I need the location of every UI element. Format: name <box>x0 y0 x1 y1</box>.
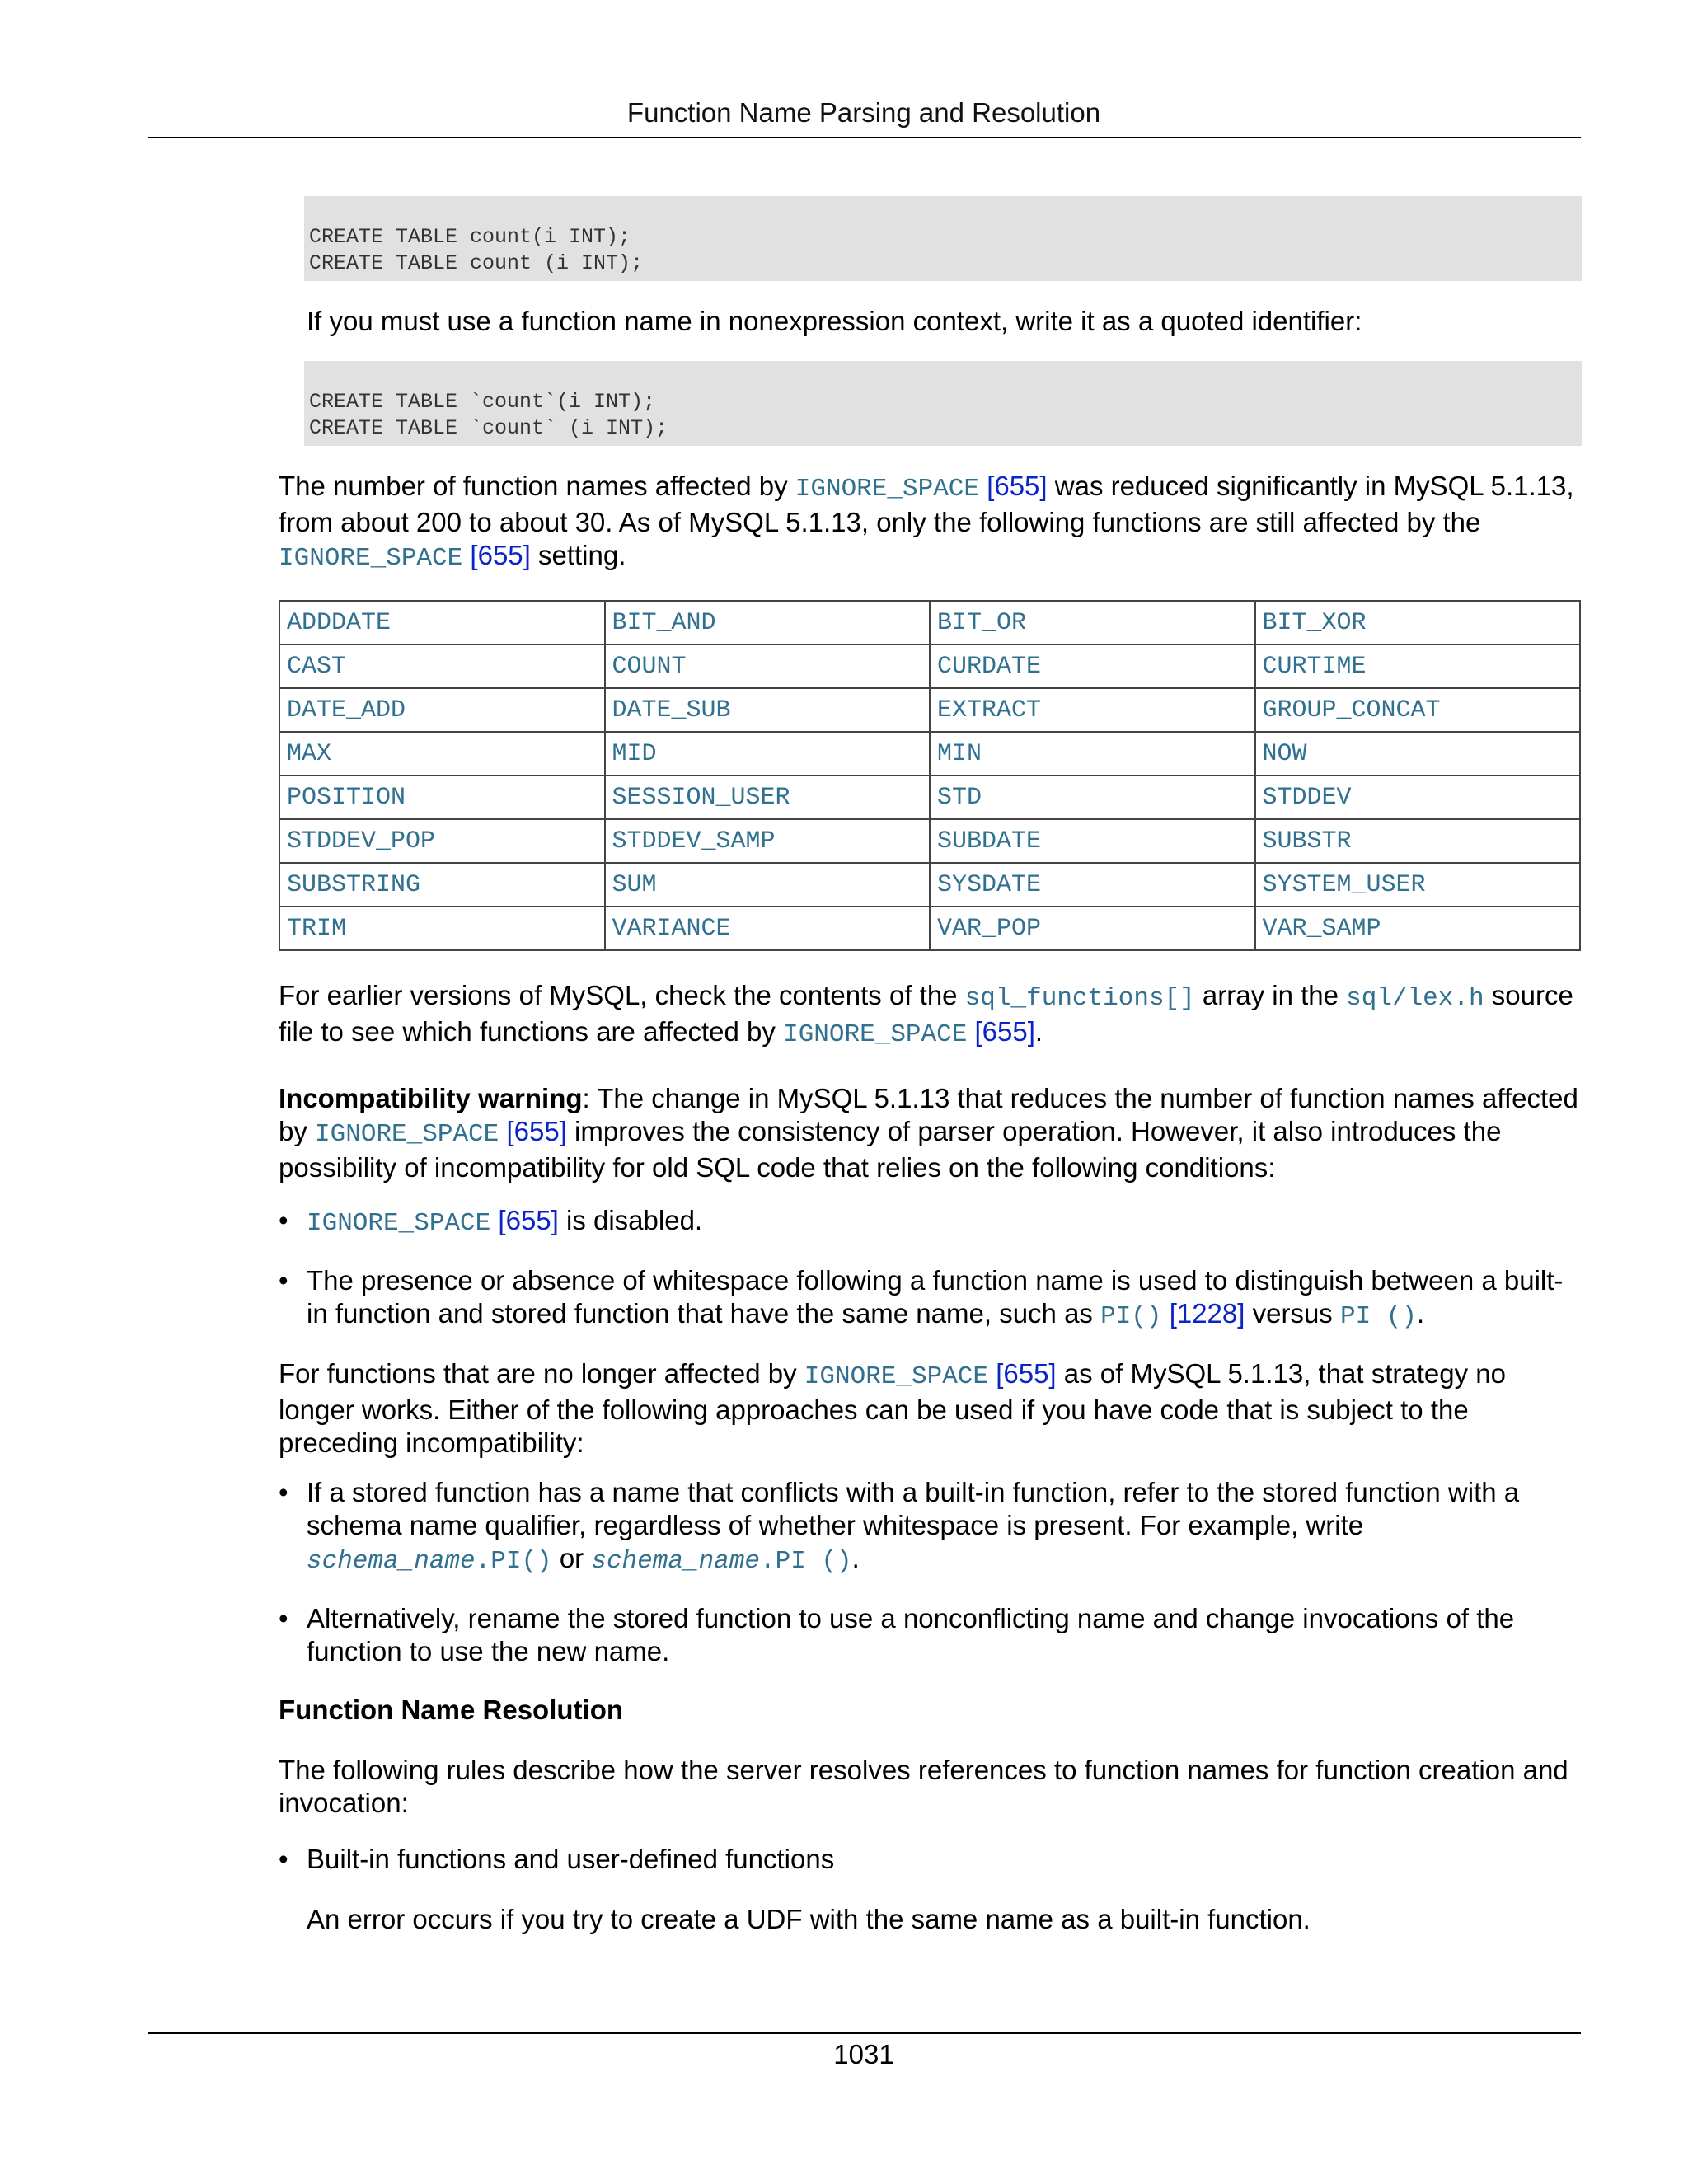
table-row <box>279 819 1580 863</box>
function-name-cell[interactable]: SUM <box>605 863 931 907</box>
function-name-cell[interactable]: MID <box>605 732 931 776</box>
bullet-item <box>279 1204 1581 1240</box>
code-ignore-space[interactable]: IGNORE_SPACE <box>795 475 980 504</box>
text: or <box>551 1543 592 1573</box>
function-name-cell[interactable]: POSITION <box>279 776 605 819</box>
footer-divider <box>148 2032 1581 2034</box>
paragraph-earlier-versions <box>279 979 1581 1052</box>
code-sql-functions: sql_functions[] <box>964 984 1195 1013</box>
function-name-cell[interactable]: MAX <box>279 732 605 776</box>
ref-link[interactable]: [655] <box>498 1205 559 1235</box>
paragraph-incompatibility-warning <box>279 1082 1581 1184</box>
table-row <box>279 776 1580 819</box>
bullet-marker: • <box>279 1265 288 1296</box>
table-row <box>279 644 1580 688</box>
function-name-cell[interactable]: GROUP_CONCAT <box>1255 688 1581 732</box>
function-name-cell[interactable]: SUBSTR <box>1255 819 1581 863</box>
affected-functions-table <box>279 600 1581 951</box>
paragraph-resolution-rules: The following rules describe how the server resolves references to function names for function creation and invocation: <box>279 1755 1568 1818</box>
code-line: CREATE TABLE `count`(i INT); <box>309 390 656 414</box>
text: For earlier versions of MySQL, check the contents of the <box>279 980 965 1010</box>
function-name-cell[interactable]: DATE_ADD <box>279 688 605 732</box>
text: . <box>1417 1298 1425 1329</box>
page-number: 1031 <box>833 2039 894 2069</box>
bullet-text: Built-in functions and user-defined functions <box>307 1844 835 1874</box>
function-name-cell[interactable]: SYSDATE <box>930 863 1255 907</box>
code-ignore-space[interactable]: IGNORE_SPACE <box>783 1020 968 1049</box>
paragraph-affected-functions <box>279 470 1581 575</box>
function-name-cell[interactable]: NOW <box>1255 732 1581 776</box>
code-line: CREATE TABLE count (i INT); <box>309 251 644 275</box>
text: array in the <box>1194 980 1347 1010</box>
text: For functions that are no longer affected by <box>279 1358 804 1389</box>
function-name-cell[interactable]: VAR_POP <box>930 907 1255 950</box>
ref-link[interactable]: [655] <box>470 540 531 570</box>
text: If a stored function has a name that conflicts with a built-in function, refer to the stored function with a schema name qualifier, regardless of whether whitespace is present. For example, write <box>307 1477 1520 1540</box>
header-divider <box>148 137 1581 138</box>
text: is disabled. <box>558 1205 703 1235</box>
text: source file to see which functions are affected by <box>279 980 1573 1047</box>
code-pi[interactable]: PI() <box>1100 1302 1162 1331</box>
text: versus <box>1245 1298 1340 1329</box>
function-name-cell[interactable]: ADDDATE <box>279 601 605 644</box>
text: as of MySQL 5.1.13, that strategy no longer works. Either of the following approaches can be used if you have code that is subject to the preceding incompatibility: <box>279 1358 1507 1458</box>
table-row <box>279 732 1580 776</box>
function-name-cell[interactable]: TRIM <box>279 907 605 950</box>
bullet-marker: • <box>279 1844 288 1874</box>
code-ignore-space[interactable]: IGNORE_SPACE <box>307 1209 491 1238</box>
text: setting. <box>530 540 626 570</box>
function-name-cell[interactable]: COUNT <box>605 644 931 688</box>
bullet-marker: • <box>279 1477 288 1507</box>
function-name-cell[interactable]: SYSTEM_USER <box>1255 863 1581 907</box>
code-block-quoted <box>304 361 1582 446</box>
ref-link[interactable]: [655] <box>987 471 1048 501</box>
bullet-text: Alternatively, rename the stored function to use a nonconflicting name and change invocations of the function to use the new name. <box>307 1603 1515 1666</box>
function-name-cell[interactable]: SUBSTRING <box>279 863 605 907</box>
table-row <box>279 688 1580 732</box>
code-line: CREATE TABLE `count` (i INT); <box>309 416 668 440</box>
text: : The change in MySQL 5.1.13 that reduces the number of function names affected by <box>279 1083 1578 1146</box>
paragraph-udf-error: An error occurs if you try to create a UDF with the same name as a built-in function. <box>307 1904 1311 1934</box>
text: improves the consistency of parser operation. However, it also introduces the possibility of incompatibility for old SQL code that relies on the following conditions: <box>279 1116 1502 1183</box>
code-ignore-space[interactable]: IGNORE_SPACE <box>279 544 463 573</box>
ref-link[interactable]: [655] <box>506 1116 567 1146</box>
code-block-unquoted <box>304 196 1582 281</box>
function-name-cell[interactable]: SUBDATE <box>930 819 1255 863</box>
bullet-item <box>279 1264 1581 1333</box>
function-name-cell[interactable]: STD <box>930 776 1255 819</box>
paragraph-strategy <box>279 1357 1581 1460</box>
code-schema-name: schema_name <box>307 1547 476 1576</box>
function-name-cell[interactable]: BIT_XOR <box>1255 601 1581 644</box>
function-name-cell[interactable]: VAR_SAMP <box>1255 907 1581 950</box>
function-name-cell[interactable]: STDDEV_SAMP <box>605 819 931 863</box>
code-pi-space: .PI () <box>759 1547 852 1576</box>
bullet-item <box>279 1843 1581 1876</box>
code-ignore-space[interactable]: IGNORE_SPACE <box>804 1362 989 1391</box>
ref-link[interactable]: [655] <box>974 1016 1035 1047</box>
code-lex-h: sql/lex.h <box>1346 984 1484 1013</box>
code-line: CREATE TABLE count(i INT); <box>309 225 631 249</box>
table-row <box>279 601 1580 644</box>
bullet-item <box>279 1602 1581 1668</box>
function-name-cell[interactable]: CURTIME <box>1255 644 1581 688</box>
text: was reduced significantly in MySQL 5.1.13, from about 200 to about 30. As of MySQL 5.1.13, only the following functions are still affected by the <box>279 471 1574 537</box>
code-pi: .PI() <box>475 1547 552 1576</box>
function-name-cell[interactable]: STDDEV_POP <box>279 819 605 863</box>
function-name-cell[interactable]: DATE_SUB <box>605 688 931 732</box>
bullet-marker: • <box>279 1205 288 1235</box>
code-pi-space: PI () <box>1339 1302 1417 1331</box>
paragraph-quoted-identifier: If you must use a function name in nonexpression context, write it as a quoted identifier: <box>307 306 1362 336</box>
text: . <box>1034 1016 1043 1047</box>
function-name-cell[interactable]: EXTRACT <box>930 688 1255 732</box>
warning-label: Incompatibility warning <box>279 1083 583 1113</box>
ref-link[interactable]: [655] <box>996 1358 1057 1389</box>
function-name-cell[interactable]: SESSION_USER <box>605 776 931 819</box>
text: The number of function names affected by <box>279 471 795 501</box>
table-row <box>279 863 1580 907</box>
function-name-cell[interactable]: BIT_OR <box>930 601 1255 644</box>
function-name-cell[interactable]: BIT_AND <box>605 601 931 644</box>
section-heading: Function Name Resolution <box>279 1694 624 1725</box>
bullet-marker: • <box>279 1603 288 1633</box>
code-schema-name: schema_name <box>591 1547 760 1576</box>
table-row <box>279 907 1580 950</box>
function-name-cell[interactable]: VARIANCE <box>605 907 931 950</box>
text: . <box>851 1543 860 1573</box>
function-name-cell[interactable]: MIN <box>930 732 1255 776</box>
text: The presence or absence of whitespace following a function name is used to distinguish between a built-in function and stored function that have the same name, such as <box>307 1265 1564 1329</box>
ref-link[interactable]: [1228] <box>1169 1298 1245 1329</box>
function-name-cell[interactable]: CURDATE <box>930 644 1255 688</box>
code-ignore-space[interactable]: IGNORE_SPACE <box>315 1120 499 1149</box>
function-name-cell[interactable]: CAST <box>279 644 605 688</box>
bullet-item <box>279 1476 1581 1578</box>
function-name-cell[interactable]: STDDEV <box>1255 776 1581 819</box>
page-header-title: Function Name Parsing and Resolution <box>626 97 1101 128</box>
